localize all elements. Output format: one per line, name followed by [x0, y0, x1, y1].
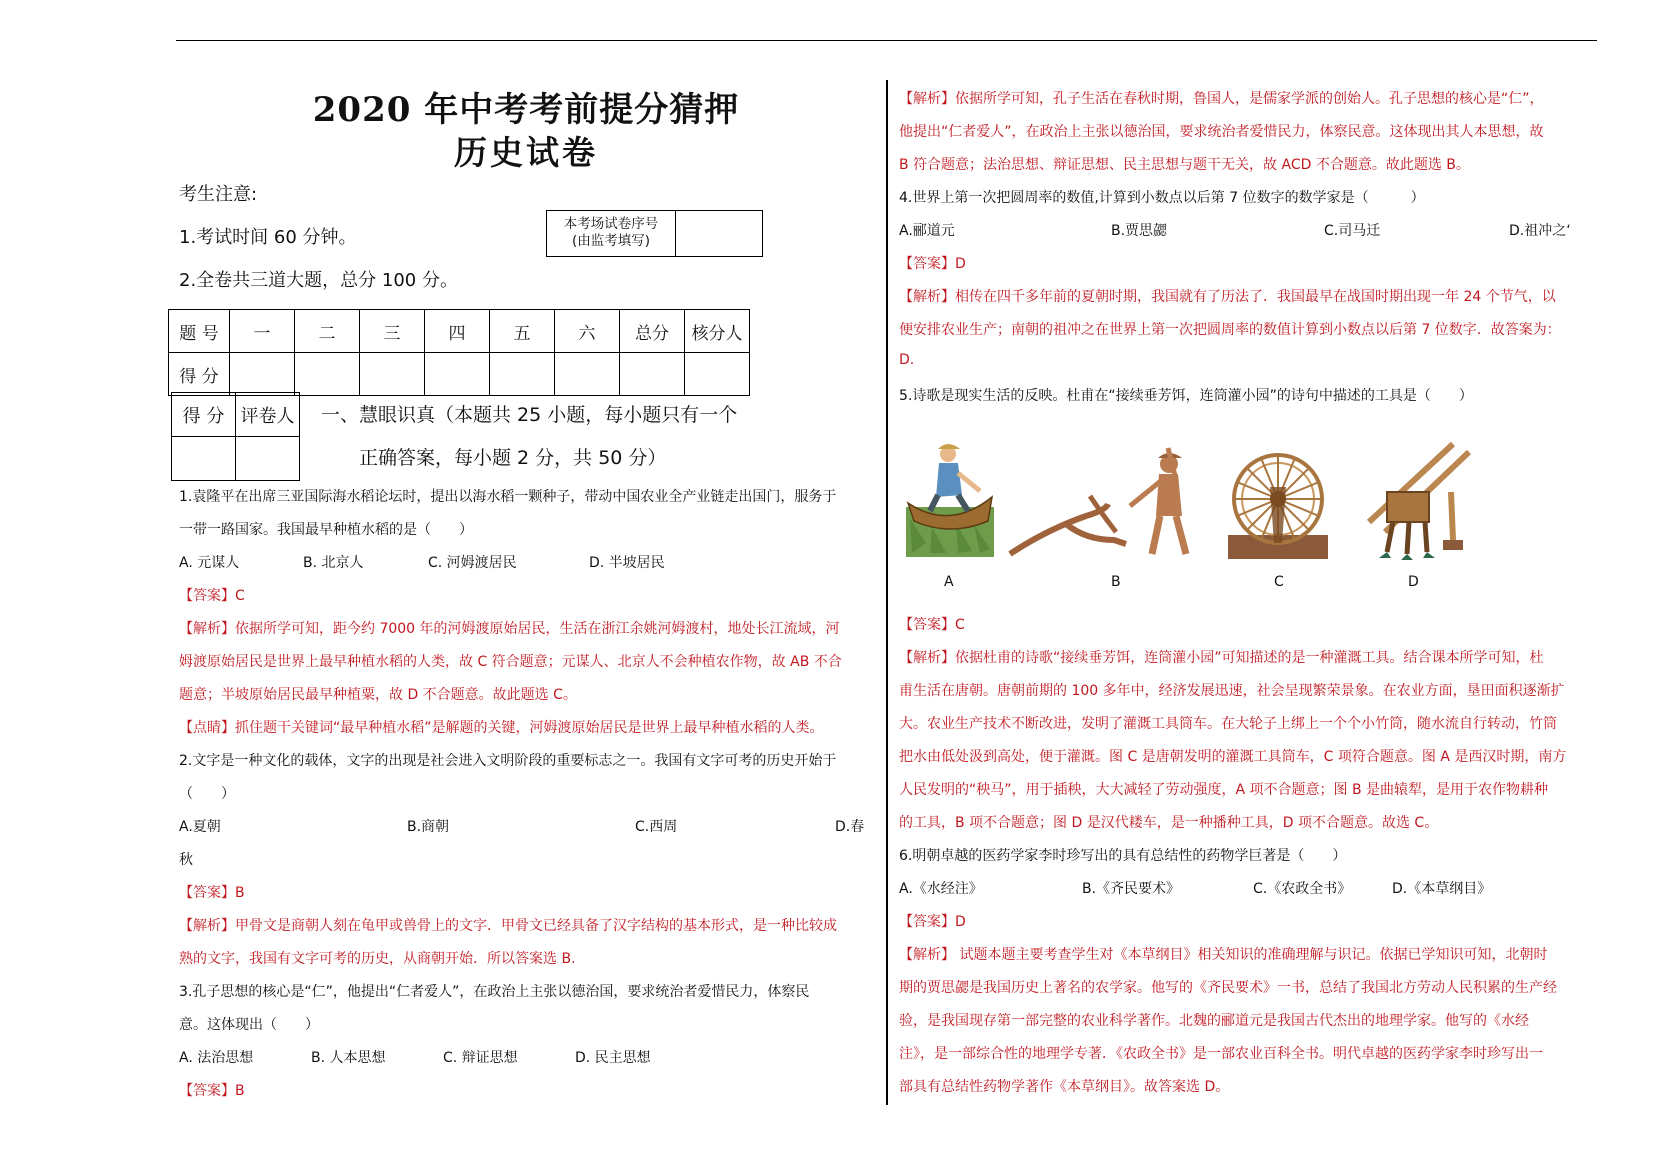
score-cell: 四 [425, 310, 490, 353]
explanation-2: 【解析】甲骨文是商朝人刻在龟甲或兽骨上的文字．甲骨文已经具备了汉字结构的基本形式，是一种比较成 [179, 918, 837, 934]
score-table-header-row [169, 310, 750, 353]
question-4-option-c: C.司马迁 [1324, 223, 1381, 239]
explanation-6: 【解析】 试题本题主要考查学生对《本草纲目》相关知识的准确理解与识记。依据已学知识可知，北朝时 [899, 947, 1548, 963]
notice-item: 2.全卷共三道大题，总分 100 分。 [179, 270, 458, 291]
score-table [168, 309, 750, 396]
question-2-option-c: C.西周 [635, 819, 678, 835]
score-cell: 二 [295, 310, 360, 353]
exam-subtitle: 历史试卷 [454, 133, 598, 172]
explanation-1: 题意；半坡原始居民最早种植粟，故 D 不合题意。故此题选 C。 [179, 687, 577, 703]
explanation-5: 甫生活在唐朝。唐朝前期的 100 多年中，经济发展迅速，社会呈现繁荣景象。在农业方面，垦田面积逐渐扩 [899, 683, 1565, 699]
explanation-6: 期的贾思勰是我国历史上著名的农学家。他写的《齐民要术》一书，总结了我国北方劳动人民积累的生产经 [899, 980, 1557, 996]
question-2-option-b: B.商朝 [407, 819, 450, 835]
explanation-4: 【解析】相传在四千多年前的夏朝时期，我国就有了历法了．我国最早在战国时期出现一年 24 个节气，以 [899, 289, 1556, 305]
grader-score-label: 得 分 [172, 393, 236, 437]
grader-score-field[interactable] [172, 437, 236, 481]
question-6-option-d: D.《本草纲目》 [1392, 881, 1492, 897]
explanation-5: 的工具，B 项不合题意；图 D 是汉代耧车，是一种播种工具，D 项不合题意。故选 C。 [899, 815, 1439, 831]
score-input-cell[interactable] [620, 353, 685, 396]
question-1: 1.袁隆平在出席三亚国际海水稻论坛时，提出以海水稻一颗种子，带动中国农业全产业链走出国门，服务于 [179, 489, 837, 505]
explanation-1: 姆渡原始居民是世界上最早种植水稻的人类，故 C 符合题意；元谋人、北京人不会种植农作物，故 AB 不合 [179, 654, 842, 670]
grader-name-field[interactable] [236, 437, 300, 481]
explanation-4: D. [899, 352, 915, 368]
question-1-option-a: A. 元谋人 [179, 555, 240, 571]
score-cell: 六 [555, 310, 620, 353]
score-cell: 一 [230, 310, 295, 353]
score-input-cell[interactable] [295, 353, 360, 396]
explanation-5: 人民发明的“秧马”，用于插秧，大大减轻了劳动强度，A 项不合题意；图 B 是曲辕犁，是用于农作物耕种 [899, 782, 1549, 798]
score-cell: 核分人 [685, 310, 750, 353]
notice-item: 1.考试时间 60 分钟。 [179, 227, 357, 248]
figure-c-water-wheel [1228, 447, 1328, 559]
column-divider [886, 80, 888, 1105]
question-6-option-c: C.《农政全书》 [1253, 881, 1352, 897]
figure-d-seed-drill [1357, 440, 1477, 562]
question-3-option-b: B. 人本思想 [311, 1050, 386, 1066]
figure-label-b: B [1111, 574, 1121, 590]
answer-1: 【答案】C [179, 588, 245, 604]
seat-number-label: 本考场试卷序号 (由监考填写) [547, 211, 676, 256]
question-4-option-a: A.郦道元 [899, 223, 955, 239]
answer-6: 【答案】D [899, 914, 966, 930]
question-1-option-b: B. 北京人 [303, 555, 364, 571]
question-2-option-a: A.夏朝 [179, 819, 221, 835]
top-rule [176, 40, 1597, 41]
explanation-3: B 符合题意；法治思想、辩证思想、民主思想与题干无关，故 ACD 不合题意。故此题选 B。 [899, 157, 1470, 173]
answer-2: 【答案】B [179, 885, 245, 901]
score-table-score-row [169, 353, 750, 396]
explanation-6: 部具有总结性药物学著作《本草纲目》。故答案选 D。 [899, 1079, 1230, 1095]
question-2-cont: （ ） [179, 786, 235, 802]
notice-heading: 考生注意: [179, 184, 258, 205]
section-heading-cont: 正确答案，每小题 2 分，共 50 分） [359, 447, 667, 469]
score-input-cell[interactable] [685, 353, 750, 396]
question-2-option-d-cont: 秋 [179, 852, 193, 868]
question-1-cont: 一带一路国家。我国最早种植水稻的是（ ） [179, 522, 473, 538]
figure-label-a: A [944, 574, 954, 590]
section-heading: 一、慧眼识真（本题共 25 小题，每小题只有一个 [321, 404, 738, 426]
explanation-3: 他提出“仁者爱人”，在政治上主张以德治国，要求统治者爱惜民力，体察民意。这体现出其人本思想，故 [899, 124, 1544, 140]
figure-b-plow [1006, 444, 1196, 561]
question-4-option-b: B.贾思勰 [1111, 223, 1168, 239]
seat-number-field[interactable] [676, 211, 762, 256]
figure-label-c: C [1274, 574, 1284, 590]
explanation-6: 注》，是一部综合性的地理学专著．《农政全书》是一部农业百科全书。明代卓越的医药学家李时珍写出一 [899, 1046, 1543, 1062]
explanation-4: 便安排农业生产；南朝的祖冲之在世界上第一次把圆周率的数值计算到小数点以后第 7 位数字．故答案为： [899, 322, 1561, 338]
score-input-cell[interactable] [490, 353, 555, 396]
score-input-cell[interactable] [425, 353, 490, 396]
explanation-5: 把水由低处汲到高处，便于灌溉。图 C 是唐朝发明的灌溉工具筒车，C 项符合题意。图 A 是西汉时期，南方 [899, 749, 1567, 765]
exam-title: 2020 年中考考前提分猜押 [312, 90, 740, 130]
question-2: 2.文字是一种文化的载体，文字的出现是社会进入文明阶段的重要标志之一。我国有文字可考的历史开始于 [179, 753, 837, 769]
score-input-cell[interactable] [555, 353, 620, 396]
score-cell: 得 分 [169, 353, 230, 396]
figure-label-d: D [1408, 574, 1419, 590]
question-6-option-b: B.《齐民要术》 [1082, 881, 1181, 897]
question-3-option-d: D. 民主思想 [575, 1050, 651, 1066]
question-1-option-c: C. 河姆渡居民 [428, 555, 517, 571]
answer-5: 【答案】C [899, 617, 965, 633]
tip-1: 【点睛】抓住题干关键词“最早种植水稻”是解题的关键，河姆渡原始居民是世界上最早种植水稻的人类。 [179, 720, 824, 736]
score-input-cell[interactable] [230, 353, 295, 396]
question-1-option-d: D. 半坡居民 [589, 555, 665, 571]
score-cell: 总分 [620, 310, 685, 353]
seat-number-box [546, 210, 763, 257]
score-cell: 题 号 [169, 310, 230, 353]
grader-name-label: 评卷人 [236, 393, 300, 437]
question-3-option-a: A. 法治思想 [179, 1050, 254, 1066]
question-3-option-c: C. 辩证思想 [443, 1050, 518, 1066]
figure-a-seedling-horse [902, 437, 997, 562]
explanation-5: 大。农业生产技术不断改进，发明了灌溉工具筒车。在大轮子上绑上一个个小竹筒，随水流自行转动，竹筒 [899, 716, 1557, 732]
explanation-5: 【解析】依据杜甫的诗歌“接续垂芳饵，连筒灌小园”可知描述的是一种灌溉工具。结合课本所学可知，杜 [899, 650, 1544, 666]
question-6-option-a: A.《水经注》 [899, 881, 983, 897]
question-3: 3.孔子思想的核心是“仁”，他提出“仁者爱人”，在政治上主张以德治国，要求统治者爱惜民力，体察民 [179, 984, 810, 1000]
score-cell: 三 [360, 310, 425, 353]
question-4-option-d: D.祖冲之‘ [1509, 223, 1571, 239]
explanation-1: 【解析】依据所学可知，距今约 7000 年的河姆渡原始居民，生活在浙江余姚河姆渡村，地处长江流域，河 [179, 621, 840, 637]
question-5: 5.诗歌是现实生活的反映。杜甫在“接续垂芳饵，连筒灌小园”的诗句中描述的工具是（ ） [899, 388, 1473, 404]
answer-3: 【答案】B [179, 1083, 245, 1099]
explanation-2: 熟的文字，我国有文字可考的历史，从商朝开始．所以答案选 B. [179, 951, 576, 967]
answer-4: 【答案】D [899, 256, 966, 272]
score-cell: 五 [490, 310, 555, 353]
grader-box [171, 392, 300, 481]
explanation-6: 验，是我国现存第一部完整的农业科学著作。北魏的郦道元是我国古代杰出的地理学家。他写的《水经 [899, 1013, 1529, 1029]
question-4: 4.世界上第一次把圆周率的数值,计算到小数点以后第 7 位数字的数学家是（ ） [899, 190, 1425, 206]
question-2-option-d: D.春 [835, 819, 865, 835]
question-3-cont: 意。这体现出（ ） [179, 1017, 319, 1033]
score-input-cell[interactable] [360, 353, 425, 396]
question-6: 6.明朝卓越的医药学家李时珍写出的具有总结性的药物学巨著是（ ） [899, 848, 1347, 864]
explanation-3: 【解析】依据所学可知，孔子生活在春秋时期，鲁国人，是儒家学派的创始人。孔子思想的核心是“仁”， [899, 91, 1544, 107]
